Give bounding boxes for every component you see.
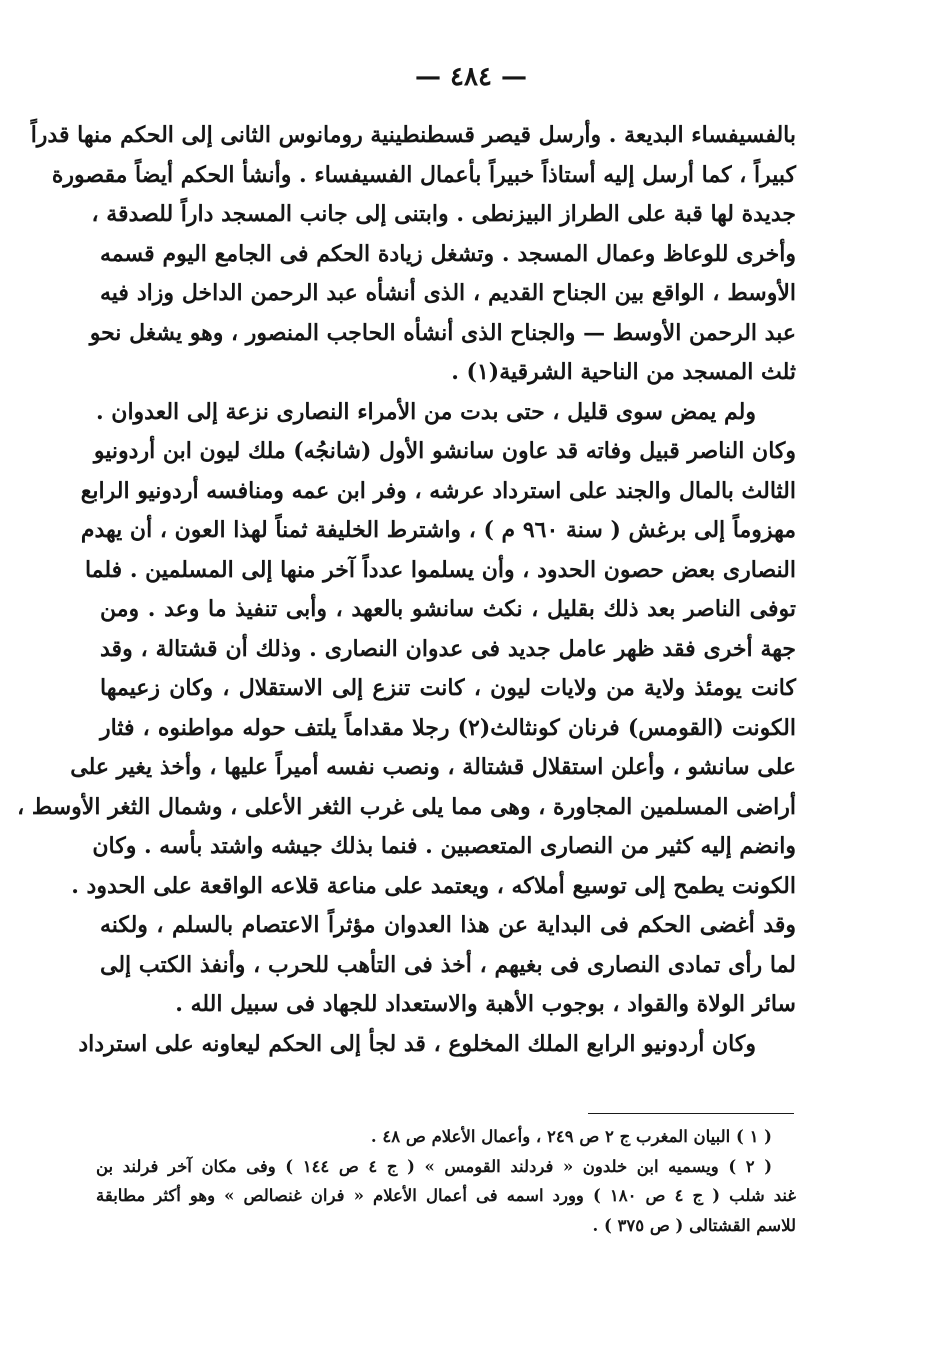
text-line: وانضم إليه كثير من النصارى المتعصبين . فنما بذلك جيشه واشتد بأسه . وكان (92, 833, 796, 859)
text-line: وكان الناصر قبيل وفاته قد عاون سانشو الأول (شانجُه) ملك ليون ابن أردونيو (93, 438, 796, 464)
main-text (17, 116, 796, 1064)
text-line: سائر الولاة والقواد ، بوجوب الأهبة والاستعداد للجهاد فى سبيل الله . (175, 991, 796, 1017)
page-number: — ٤٨٤ — (414, 62, 528, 92)
footnote-divider (588, 1113, 794, 1114)
text-line: وأخرى للوعاظ وعمال المسجد . وتشغل زيادة الحكم فى الجامع اليوم قسمه (100, 240, 796, 267)
text-line: كانت يومئذ ولاية من ولايات ليون ، كانت تنزع إلى الاستقلال ، وكان زعيمها (100, 675, 796, 701)
text-line: الأوسط ، الواقع بين الجناح القديم ، الذى أنشأه عبد الرحمن الداخل وزاد فيه (100, 280, 796, 306)
paragraph-start-line: وكان أردونيو الرابع الملك المخلوع ، قد لجأ إلى الحكم ليعاونه على استرداد (78, 1030, 756, 1057)
paragraph-start-line: ولم يمض سوى قليل ، حتى بدت من الأمراء النصارى نزعة إلى العدوان . (95, 398, 756, 425)
text-line: عبد الرحمن الأوسط — والجناح الذى أنشأه الحاجب المنصور ، وهو يشغل نحو (89, 319, 796, 346)
text-line: أراضى المسلمين المجاورة ، وهى مما يلى غرب الثغر الأعلى ، وشمال الثغر الأوسط ، (17, 793, 796, 820)
footnote-2-continued: للاسم القشتالى ( ص ٣٧٥ ) . (592, 1215, 796, 1235)
text-line: توفى الناصر بعد ذلك بقليل ، نكث سانشو بالعهد ، وأبى تنفيذ ما وعد . ومن (100, 596, 796, 622)
footnote-2-continued: غند شلب ( ج ٤ ص ١٨٠ ) وورد اسمه فى أعمال الأعلام « فران غنصالص » وهو أكثر مطابقة (96, 1186, 796, 1205)
text-line: الكونت يطمح إلى توسيع أملاكه ، ويعتمد على مناعة قلاعه الواقعة على الحدود . (71, 872, 796, 899)
text-line: مهزوماً إلى برغش ( سنة ٩٦٠ م ) ، واشترط الخليفة ثمناً لهذا العون ، أن يهدم (80, 517, 796, 543)
footnotes (96, 1122, 796, 1240)
text-line: وقد أغضى الحكم فى البداية عن هذا العدوان مؤثراً الاعتصام بالسلم ، ولكنه (100, 912, 796, 938)
text-line: لما رأى تمادى النصارى فى بغيهم ، أخذ فى التأهب للحرب ، وأنفذ الكتب إلى (100, 951, 796, 978)
footnote-2: ( ٢ ) ويسميه ابن خلدون « فردلند القومس » ( ج ٤ ص ١٤٤ ) وفى مكان آخر فرلند بن (96, 1156, 772, 1176)
text-line: ثلث المسجد من الناحية الشرقية(١) . (451, 359, 796, 385)
text-line: على سانشو ، وأعلن استقلال قشتالة ، ونصب نفسه أميراً عليها ، وأخذ يغير على (70, 754, 796, 780)
text-line: النصارى بعض حصون الحدود ، وأن يسلموا عدداً آخر منها إلى المسلمين . فلما (84, 556, 796, 583)
text-line: بالفسيفساء البديعة . وأرسل قيصر قسطنطينية رومانوس الثانى إلى الحكم منها قدراً (30, 122, 796, 148)
text-line: كبيراً ، كما أرسل إليه أستاذاً خبيراً بأعمال الفسيفساء . وأنشأ الحكم أيضاً مقصورة (51, 161, 796, 188)
text-line: الثالث بالمال والجند على استرداد عرشه ، وفر ابن عمه ومنافسه أردونيو الرابع (80, 477, 796, 504)
text-line: الكونت (القومس) فرنان كونثالث(٢) رجلا مقداماً يلتف حوله مواطنوه ، فثار (100, 714, 796, 741)
footnote-1: ( ١ ) البيان المغرب ج ٢ ص ٢٤٩ ، وأعمال الأعلام ص ٤٨ . (370, 1127, 772, 1146)
text-line: جهة أخرى فقد ظهر عامل جديد فى عدوان النصارى . وذلك أن قشتالة ، وقد (100, 635, 796, 662)
text-line: جديدة لها قبة على الطراز البيزنطى . وابتنى إلى جانب المسجد داراً للصدقة ، (91, 201, 796, 227)
